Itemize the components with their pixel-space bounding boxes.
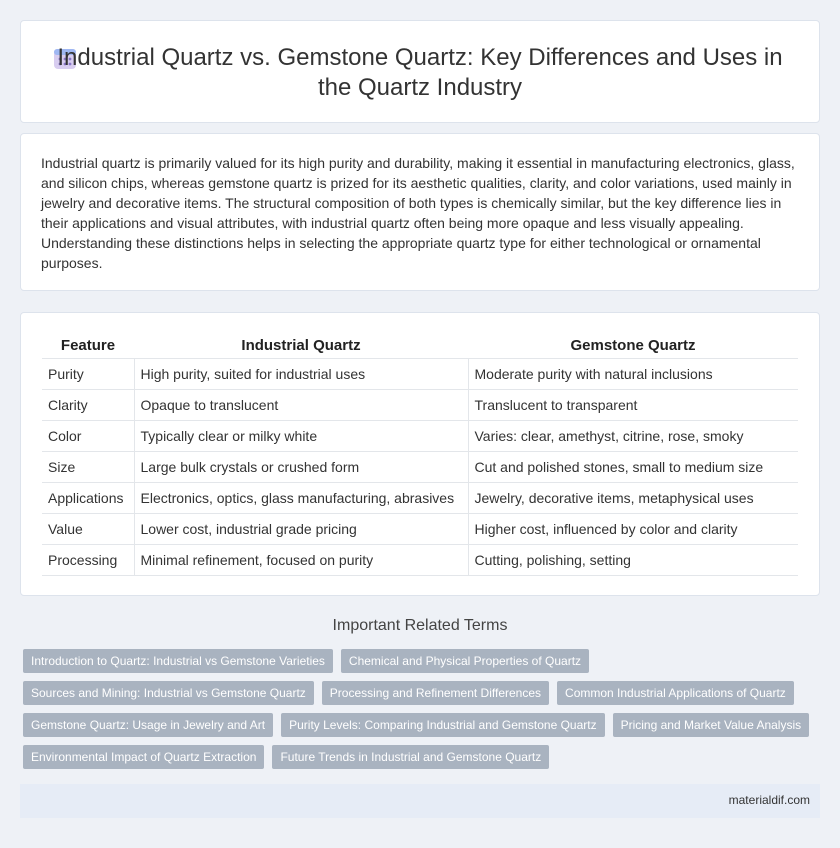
comparison-table: [42, 334, 798, 576]
table-cell: Translucent to transparent: [468, 389, 798, 420]
intro-paragraph: Industrial quartz is primarily valued for its high purity and durability, making it essential in manufacturing electronics, glass, and silicon chips, whereas gemstone quartz is prized for its aesthetic qualities, clarity, and color variations, used mainly in jewelry and decorative items. The structural composition of both types is chemically similar, but the key difference lies in their applications and visual attributes, with industrial quartz often being more opaque and less visually appealing. Understanding these distinctions helps in selecting the appropriate quartz type for either technological or ornamental purposes.: [41, 155, 795, 271]
table-cell: Cut and polished stones, small to medium size: [468, 451, 798, 482]
related-term-link[interactable]: Future Trends in Industrial and Gemstone Quartz: [272, 745, 549, 769]
related-term-link[interactable]: Common Industrial Applications of Quartz: [557, 681, 794, 705]
table-cell: Large bulk crystals or crushed form: [134, 451, 468, 482]
related-term-link[interactable]: Gemstone Quartz: Usage in Jewelry and Art: [23, 713, 273, 737]
header-industrial: Industrial Quartz: [134, 334, 468, 358]
table-row: [42, 358, 798, 389]
table-row: [42, 513, 798, 544]
table-cell: Varies: clear, amethyst, citrine, rose, smoky: [468, 420, 798, 451]
table-header-row: [42, 334, 798, 358]
table-cell: Lower cost, industrial grade pricing: [134, 513, 468, 544]
related-term-link[interactable]: Processing and Refinement Differences: [322, 681, 549, 705]
table-row: [42, 544, 798, 575]
table-cell: High purity, suited for industrial uses: [134, 358, 468, 389]
related-term-link[interactable]: Chemical and Physical Properties of Quartz: [341, 649, 589, 673]
table-row: [42, 389, 798, 420]
table-cell: Cutting, polishing, setting: [468, 544, 798, 575]
related-terms-title: Important Related Terms: [332, 617, 508, 634]
header-gemstone: Gemstone Quartz: [468, 334, 798, 358]
related-terms-list: [23, 649, 813, 777]
comparison-card: [20, 312, 820, 596]
title-card: [20, 20, 820, 123]
page-title: Industrial Quartz vs. Gemstone Quartz: Key Differences and Uses in the Quartz Industry: [57, 44, 783, 101]
related-terms-row: [23, 681, 813, 705]
related-term-link[interactable]: Introduction to Quartz: Industrial vs Gemstone Varieties: [23, 649, 333, 673]
related-term-link[interactable]: Sources and Mining: Industrial vs Gemstone Quartz: [23, 681, 314, 705]
related-terms-row: [23, 649, 813, 673]
related-term-link[interactable]: Environmental Impact of Quartz Extraction: [23, 745, 264, 769]
footer-site: materialdif.com: [728, 793, 810, 807]
related-term-link[interactable]: Purity Levels: Comparing Industrial and Gemstone Quartz: [281, 713, 604, 737]
table-cell: Clarity: [42, 389, 134, 420]
header-feature: Feature: [42, 334, 134, 358]
table-row: [42, 451, 798, 482]
footer: [20, 784, 820, 818]
intro-card: [20, 133, 820, 291]
table-cell: Opaque to translucent: [134, 389, 468, 420]
table-cell: Value: [42, 513, 134, 544]
table-cell: Jewelry, decorative items, metaphysical uses: [468, 482, 798, 513]
table-cell: Size: [42, 451, 134, 482]
table-cell: Minimal refinement, focused on purity: [134, 544, 468, 575]
table-row: [42, 420, 798, 451]
related-terms-row: [23, 713, 813, 737]
table-cell: Typically clear or milky white: [134, 420, 468, 451]
table-cell: Processing: [42, 544, 134, 575]
related-term-link[interactable]: Pricing and Market Value Analysis: [613, 713, 810, 737]
table-cell: Moderate purity with natural inclusions: [468, 358, 798, 389]
related-terms-row: [23, 745, 813, 769]
table-cell: Applications: [42, 482, 134, 513]
table-cell: Higher cost, influenced by color and clarity: [468, 513, 798, 544]
table-row: [42, 482, 798, 513]
table-cell: Electronics, optics, glass manufacturing, abrasives: [134, 482, 468, 513]
table-cell: Purity: [42, 358, 134, 389]
table-cell: Color: [42, 420, 134, 451]
